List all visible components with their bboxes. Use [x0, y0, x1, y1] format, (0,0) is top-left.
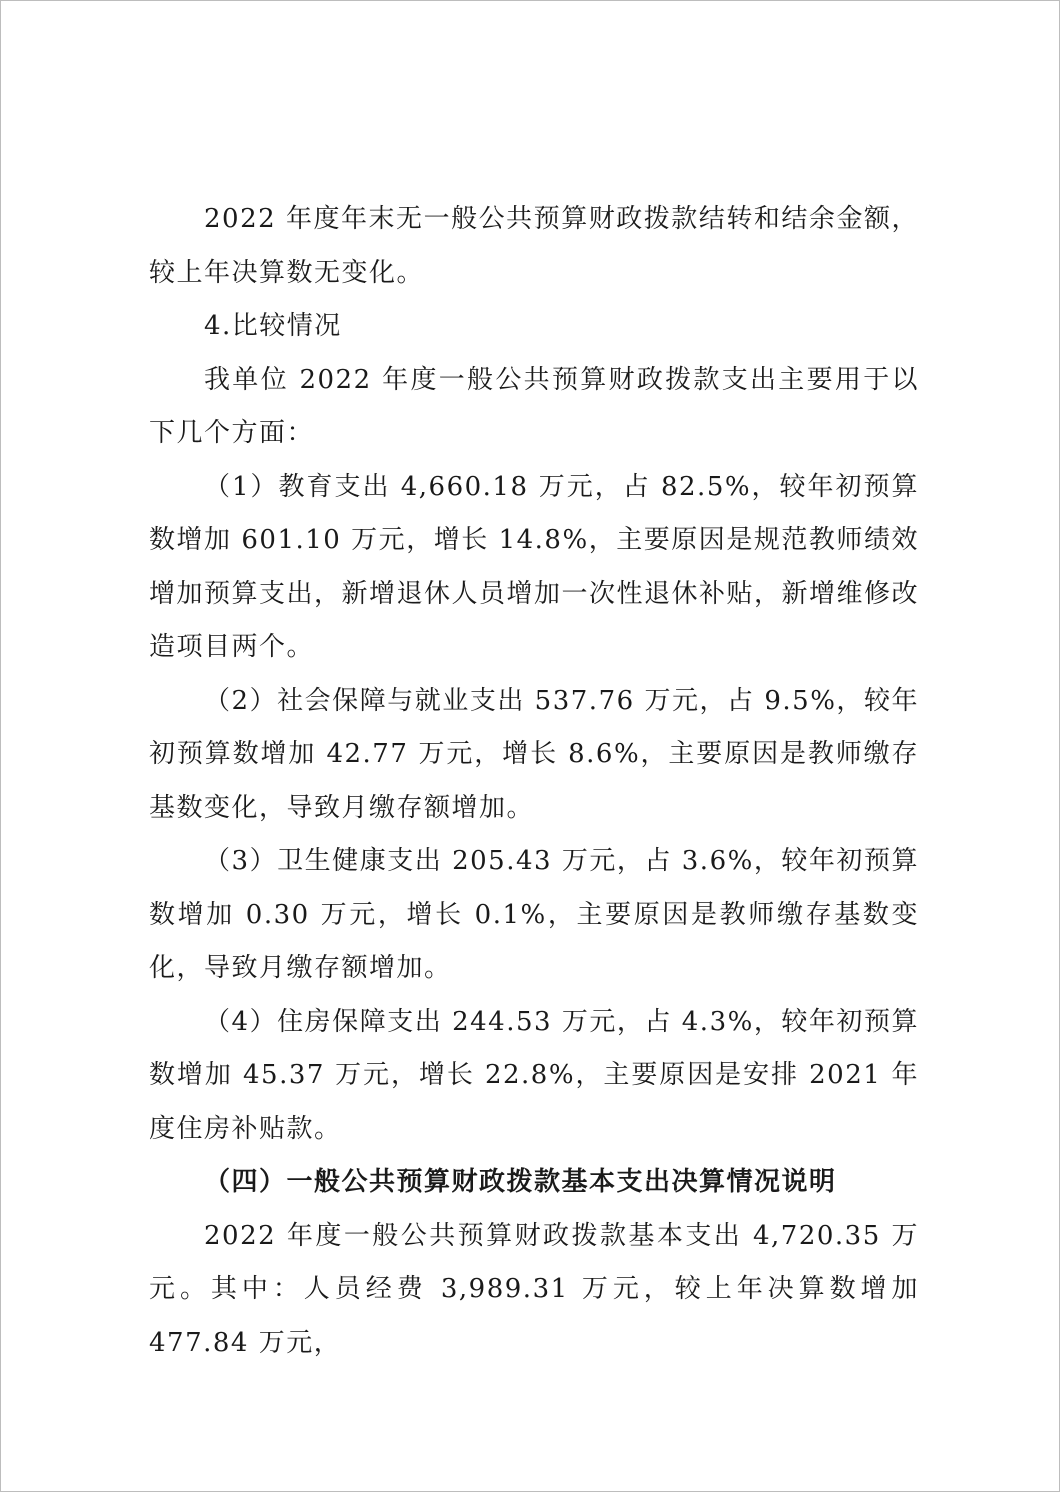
document-body: [149, 193, 919, 1370]
section-heading-comparison: 4.比较情况: [204, 311, 342, 341]
paragraph-item-social-security: （2）社会保障与就业支出 537.76 万元，占 9.5%，较年初预算数增加 42.77 万元，增长 8.6%，主要原因是教师缴存基数变化，导致月缴存额增加。: [149, 685, 919, 823]
paragraph-basic-expenditure: 2022 年度一般公共预算财政拨款基本支出 4,720.35 万元。其中：人员经费 3,989.31 万元，较上年决算数增加 477.84 万元，: [149, 1220, 919, 1358]
paragraph-intro: 我单位 2022 年度一般公共预算财政拨款支出主要用于以下几个方面：: [149, 364, 919, 448]
paragraph-item-health: （3）卫生健康支出 205.43 万元，占 3.6%，较年初预算数增加 0.30 万元，增长 0.1%，主要原因是教师缴存基数变化，导致月缴存额增加。: [149, 846, 919, 983]
paragraph-carryover: 2022 年度年末无一般公共预算财政拨款结转和结余金额，较上年决算数无变化。: [149, 204, 919, 288]
section-heading-basic-expenditure: （四）一般公共预算财政拨款基本支出决算情况说明: [204, 1167, 837, 1197]
paragraph-item-housing: （4）住房保障支出 244.53 万元，占 4.3%，较年初预算数增加 45.37 万元，增长 22.8%，主要原因是安排 2021 年度住房补贴款。: [149, 1006, 919, 1144]
paragraph-item-education: （1）教育支出 4,660.18 万元，占 82.5%，较年初预算数增加 601.10 万元，增长 14.8%，主要原因是规范教师绩效增加预算支出，新增退休人员增加一次性退休补贴，新增维修改造项目两个。: [149, 471, 920, 662]
